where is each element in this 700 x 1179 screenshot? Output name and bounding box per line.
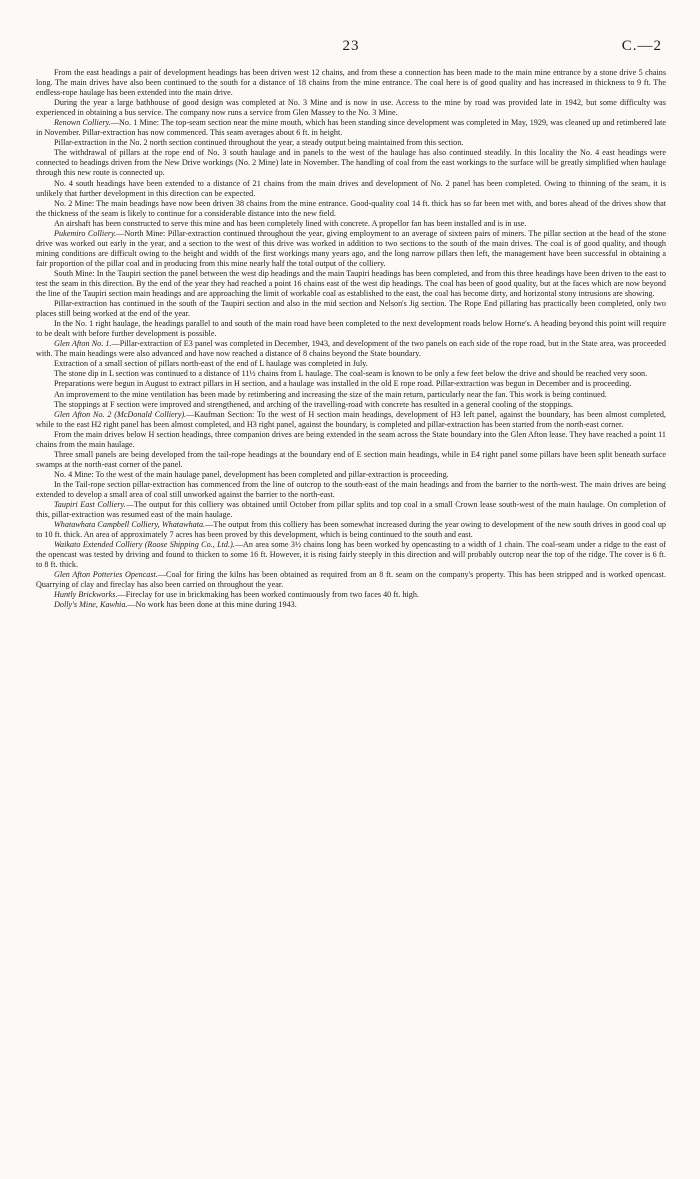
paragraph (36, 400, 666, 410)
section-title: Waikato Extended Colliery (Roose Shipping Co., Ltd.). (54, 540, 235, 550)
paragraph-text: No. 2 Mine: The main headings have now been driven 38 chains from the mine entrance. Good-quality coal 14 ft. thick has so far been met with, and bores ahead of the drives show that the thickness of the seam is likely to continue for a considerable distance into the new field. (36, 198, 666, 218)
section-title: Taupiri East Colliery. (54, 500, 126, 510)
paragraph (36, 138, 666, 148)
paragraph (36, 590, 666, 600)
paragraph-text: An airshaft has been constructed to serve this mine and has been completely lined with concrete. A propellor fan has been installed and is in use. (54, 218, 527, 228)
paragraph-text: Preparations were begun in August to extract pillars in H section, and a haulage was installed in the old E rope road. Pillar-extraction was begun in December and is proceeding. (54, 379, 632, 389)
paragraph-text: During the year a large bathhouse of good design was completed at No. 3 Mine and is now in use. Access to the mine by road was provided late in 1942, but some difficulty was experienced in obtaining a bus service. The company now runs a service from Glen Massey to the No. 3 Mine. (36, 98, 666, 118)
paragraph (36, 98, 666, 118)
paragraph (36, 540, 666, 570)
paragraph-text: —No work has been done at this mine during 1943. (127, 600, 297, 610)
section-title: Pukemiro Colliery. (54, 228, 117, 238)
paragraph-text: —Pillar-extraction of E3 panel was completed in December, 1943, and development of the two panels on each side of the rope road, but in the State area, was proceeded with. The main headings were also advanced and have now reached a distance of 8 chains beyond the State boundary. (36, 339, 666, 359)
paragraph-text: The stoppings at F section were improved and strengthened, and arching of the travelling-road with concrete has resulted in a general cooling of the stoppings. (54, 399, 573, 409)
paragraph (36, 600, 666, 610)
paragraph (36, 319, 666, 339)
paragraph-text: Extraction of a small section of pillars north-east of the end of L haulage was completed in July. (54, 359, 368, 369)
paragraph-text: —North Mine: Pillar-extraction continued throughout the year, giving employment to an average of sixteen pairs of miners. The pillar section at the head of the stone drive was worked out early in the year, and a section to the west of this drive was worked in addition to two sections to the south of the main drives. The coal is of good quality, and though mining conditions are difficult owing to the height and width of the first workings many years ago, and the long narrow pillars then left, the management have been successful in obtaining a fair proportion of the pillar coal and in producing from this mine nearly half the total output of the colliery. (36, 228, 666, 268)
paragraph-text: No. 4 south headings have been extended to a distance of 21 chains from the main drives and development of No. 2 panel has been completed. Owing to thinning of the seam, it is unlikely that further development in this direction can be expected. (36, 178, 666, 198)
paragraph (36, 299, 666, 319)
paragraph (36, 450, 666, 470)
paragraph (36, 480, 666, 500)
paragraph-text: An improvement to the mine ventilation has been made by retimbering and increasing the size of the main return, particularly near the fan. This work is being continued. (54, 389, 607, 399)
section-title: Glen Afton No. 1. (54, 339, 112, 349)
paragraph-text: —Fireclay for use in brickmaking has been worked continuously from two faces 40 ft. high. (117, 590, 419, 600)
paragraph-text: In the No. 1 right haulage, the headings parallel to and south of the main road have been completed to the next development roads below Horne's. A heading beyond this point will require to be dealt with before further development is possible. (36, 319, 666, 339)
paragraph-text: Pillar-extraction in the No. 2 north section continued throughout the year, a steady output being maintained from this section. (54, 138, 464, 148)
paragraph-text: South Mine: In the Taupiri section the panel between the west dip headings and the main Taupiri headings has been completed, and from this three headings have been driven to the east to test the seam in this direction. By the end of the year they had reached a point 16 chains east of the west dip headings. The coal has been of good quality, but at the faces which are now beyond the line of the Taupiri section main headings and are approaching the limit of workable coal as established to the east, the coal has become dirty, and horizontal stony intrusions are showing. (36, 268, 666, 299)
paragraph (36, 410, 666, 430)
section-title: Renown Colliery. (54, 118, 111, 128)
paragraph (36, 470, 666, 480)
paragraph (36, 390, 666, 400)
paragraph-text: Pillar-extraction has continued in the south of the Taupiri section and also in the mid section and Nelson's Jig section. The Rope End pillaring has practically been completed, only two places still being worked at the end of the year. (36, 299, 666, 319)
section-title: Glen Afton No. 2 (McDonald Colliery). (54, 409, 187, 419)
paragraph (36, 379, 666, 389)
paragraph-text: —The output for this colliery was obtained until October from pillar splits and top coal in a small Crown lease south-west of the main haulage. On completion of this, pillar-extraction was resumed east of the main haulage. (36, 500, 666, 520)
paragraph (36, 68, 666, 98)
paragraph (36, 269, 666, 299)
paragraph (36, 359, 666, 369)
paragraph (36, 369, 666, 379)
paragraph (36, 500, 666, 520)
paragraph-text: —Kaufman Section: To the west of H section main headings, development of H3 left panel, against the boundary, has been almost completed, while to the east H2 right panel has been almost completed, and H3 right panel, against the boundary, is completed and pillar-extraction has been started from the north-east corner. (36, 409, 666, 429)
paragraph-text: No. 4 Mine: To the west of the main haulage panel, development has been completed and pillar-extraction is proceeding. (54, 469, 449, 479)
paragraph (36, 219, 666, 229)
body-text (36, 68, 666, 611)
paragraph (36, 179, 666, 199)
section-title: Whatawhata Campbell Colliery, Whatawhata. (54, 520, 206, 530)
paragraph (36, 430, 666, 450)
paragraph-text: —Coal for firing the kilns has been obtained as required from an 8 ft. seam on the company's property. This has been stripped and is worked opencast. Quarrying of clay and fireclay has also been carried on throughout the year. (36, 570, 666, 590)
page-number: 23 (342, 38, 360, 54)
document-reference: C.—2 (621, 38, 662, 54)
paragraph (36, 118, 666, 138)
paragraph (36, 148, 666, 178)
paragraph (36, 520, 666, 540)
paragraph-text: From the east headings a pair of development headings has been driven west 12 chains, and from these a connection has been made to the main mine entrance by a stone drive 5 chains long. The main drives have also been continued to the south for a distance of 18 chains from the mine entrance. The coal here is of good quality and has increased in thickness to 9 ft. The endless-rope haulage has been extended into the main drive. (36, 68, 666, 98)
paragraph-text: Three small panels are being developed from the tail-rope headings at the boundary end of E section main headings, while in E4 right panel some pillars have been split beneath surface swamps at the north-east corner of the panel. (36, 449, 666, 469)
paragraph-text: In the Tail-rope section pillar-extraction has commenced from the line of outcrop to the south-east of the main headings and from the barrier to the north-west. The main drives are being extended to develop a small area of coal still unworked against the barrier to the north-east. (36, 479, 666, 499)
paragraph-text: —No. 1 Mine: The top-seam section near the mine mouth, which has been standing since development was completed in May, 1929, was cleaned up and retimbered late in November. Pillar-extraction has now commenced. This seam averages about 6 ft. in height. (36, 118, 666, 138)
paragraph (36, 339, 666, 359)
paragraph-text: —The output from this colliery has been somewhat increased during the year owing to development of the new south drives in good coal up to 10 ft. thick. An area of approximately 7 acres has been proved by this development, which is being continued to the south and east. (36, 520, 667, 540)
paragraph-text: From the main drives below H section headings, three companion drives are being extended in the seam across the State boundary into the Glen Afton lease. They have reached a point 11 chains from the main haulage. (36, 429, 666, 449)
section-title: Glen Afton Potteries Opencast. (54, 570, 158, 580)
page-header (36, 38, 666, 68)
paragraph-text: The withdrawal of pillars at the rope end of No. 3 south haulage and in panels to the west of the haulage has also continued steadily. In this locality the No. 4 east headings were connected to headings driven from the New Drive workings (No. 2 Mine) late in November. The handling of coal from the east workings to the surface will be greatly simplified when haulage through this new route is connected up. (36, 148, 666, 178)
paragraph (36, 570, 666, 590)
paragraph (36, 199, 666, 219)
section-title: Dolly's Mine, Kawhia. (54, 600, 128, 610)
paragraph (36, 229, 666, 269)
paragraph-text: —An area some 3½ chains long has been worked by opencasting to a width of 1 chain. The coal-seam under a ridge to the east of the opencast was tested by driving and found to thicken to some 16 ft. However, it is rising fairly steeply in this direction and will probably outcrop near the top of the ridge. The cover is 6 ft. to 8 ft. thick. (36, 540, 666, 570)
section-title: Huntly Brickworks. (54, 590, 118, 600)
paragraph-text: The stone dip in L section was continued to a distance of 11½ chains from L haulage. The coal-seam is known to be only a few feet below the drive and should be reached very soon. (54, 369, 648, 379)
